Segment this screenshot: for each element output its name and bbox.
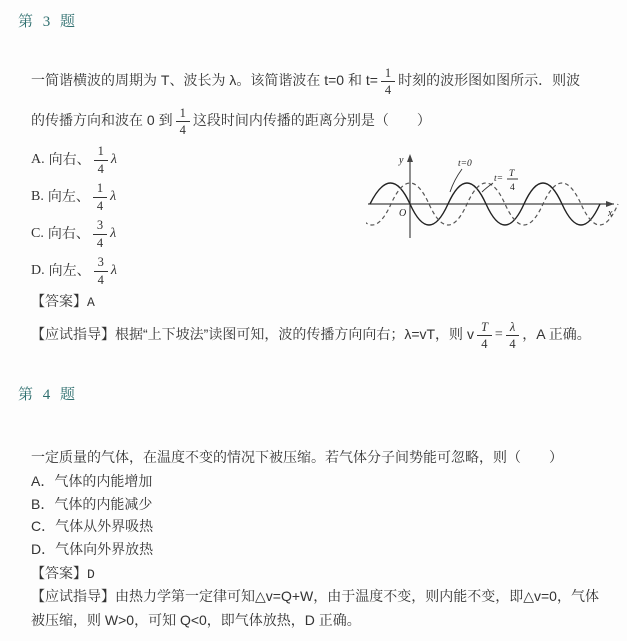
- answer-value: D: [87, 566, 95, 582]
- lambda-symbol: λ: [110, 151, 117, 167]
- question-3-explanation: 【应试指导】 根据“上下坡法”读图可知，波的传播方向向右；λ=vT，则 v $\frac{T}{4}$ = $\frac{\lambda}{4}$ ，A 正确。: [31, 319, 591, 352]
- dashed-curve-label: t=: [494, 174, 504, 184]
- fraction: $\frac{1}{4}$: [176, 106, 190, 137]
- fraction: $\frac{3}{4}$: [94, 255, 108, 286]
- y-axis-label: y: [399, 155, 404, 166]
- dashed-label-frac-num: T: [509, 169, 515, 179]
- option-c: C．气体从外界吸热: [31, 518, 154, 535]
- explanation-line-2: 被压缩，则 W>0，可知 Q<0，即气体放热，D 正确。: [31, 611, 361, 628]
- explanation-line-1: 【应试指导】由热力学第一定律可知△v=Q+W，由于温度不变，则内能不变，即△v=0，气体: [31, 587, 599, 604]
- solid-label-leader: [450, 169, 462, 192]
- fraction: $\frac{1}{4}$: [381, 66, 395, 97]
- fraction: $\frac{1}{4}$: [94, 144, 108, 175]
- origin-label: O: [399, 208, 407, 219]
- lambda-symbol: λ: [110, 225, 117, 241]
- option-b: B. 向左、 $\frac{1}{4}$ λ: [31, 181, 117, 213]
- stem-text: 时刻的波形图如图所示．则波: [398, 72, 581, 89]
- option-b: B．气体的内能减少: [31, 495, 153, 512]
- dashed-label-leader: [482, 183, 493, 192]
- x-axis-arrow: [606, 201, 614, 207]
- option-a: A. 向右、 $\frac{1}{4}$ λ: [31, 144, 117, 176]
- question-3-stem-line-2: [31, 101, 627, 141]
- option-a: A．气体的内能增加: [31, 473, 153, 490]
- solid-curve-label: t=0: [458, 159, 472, 169]
- question-4-stem: 一定质量的气体，在温度不变的情况下被压缩。若气体分子间势能可忽略，则（ ）: [31, 449, 563, 466]
- question-3-title: 第 3 题: [18, 14, 79, 30]
- stem-text: 这段时间内传播的距离分别是（ ）: [192, 112, 431, 129]
- question-4-answer: 【答案】D: [31, 564, 95, 582]
- fraction: $\frac{T}{4}$: [477, 320, 492, 351]
- question-4-explanation: [31, 585, 627, 633]
- stem-text: 一简谐横波的周期为 T、波长为 λ。该简谐波在 t=0 和 t=: [31, 72, 378, 89]
- option-d: D. 向左、 $\frac{3}{4}$ λ: [31, 255, 117, 287]
- fraction: $\frac{3}{4}$: [93, 218, 107, 249]
- question-3-answer: 【答案】A: [31, 293, 95, 310]
- lambda-symbol: λ: [110, 188, 117, 204]
- option-c: C. 向右、 $\frac{3}{4}$ λ: [31, 218, 117, 250]
- question-4-title: 第 4 题: [18, 387, 79, 404]
- fraction: $\frac{\lambda}{4}$: [506, 320, 519, 351]
- answer-value: A: [87, 295, 95, 310]
- fraction: $\frac{1}{4}$: [93, 181, 107, 212]
- question-3-stem-line-1: [31, 61, 627, 101]
- dashed-label-frac-den: 4: [510, 183, 515, 193]
- option-d: D．气体向外界放热: [31, 541, 154, 558]
- y-axis-arrow: [407, 154, 413, 162]
- x-axis-label: x: [608, 208, 613, 219]
- stem-text: 的传播方向和波在 0 到: [31, 112, 173, 129]
- question-4: [18, 383, 627, 632]
- lambda-symbol: λ: [110, 262, 117, 278]
- wave-diagram: [366, 150, 622, 242]
